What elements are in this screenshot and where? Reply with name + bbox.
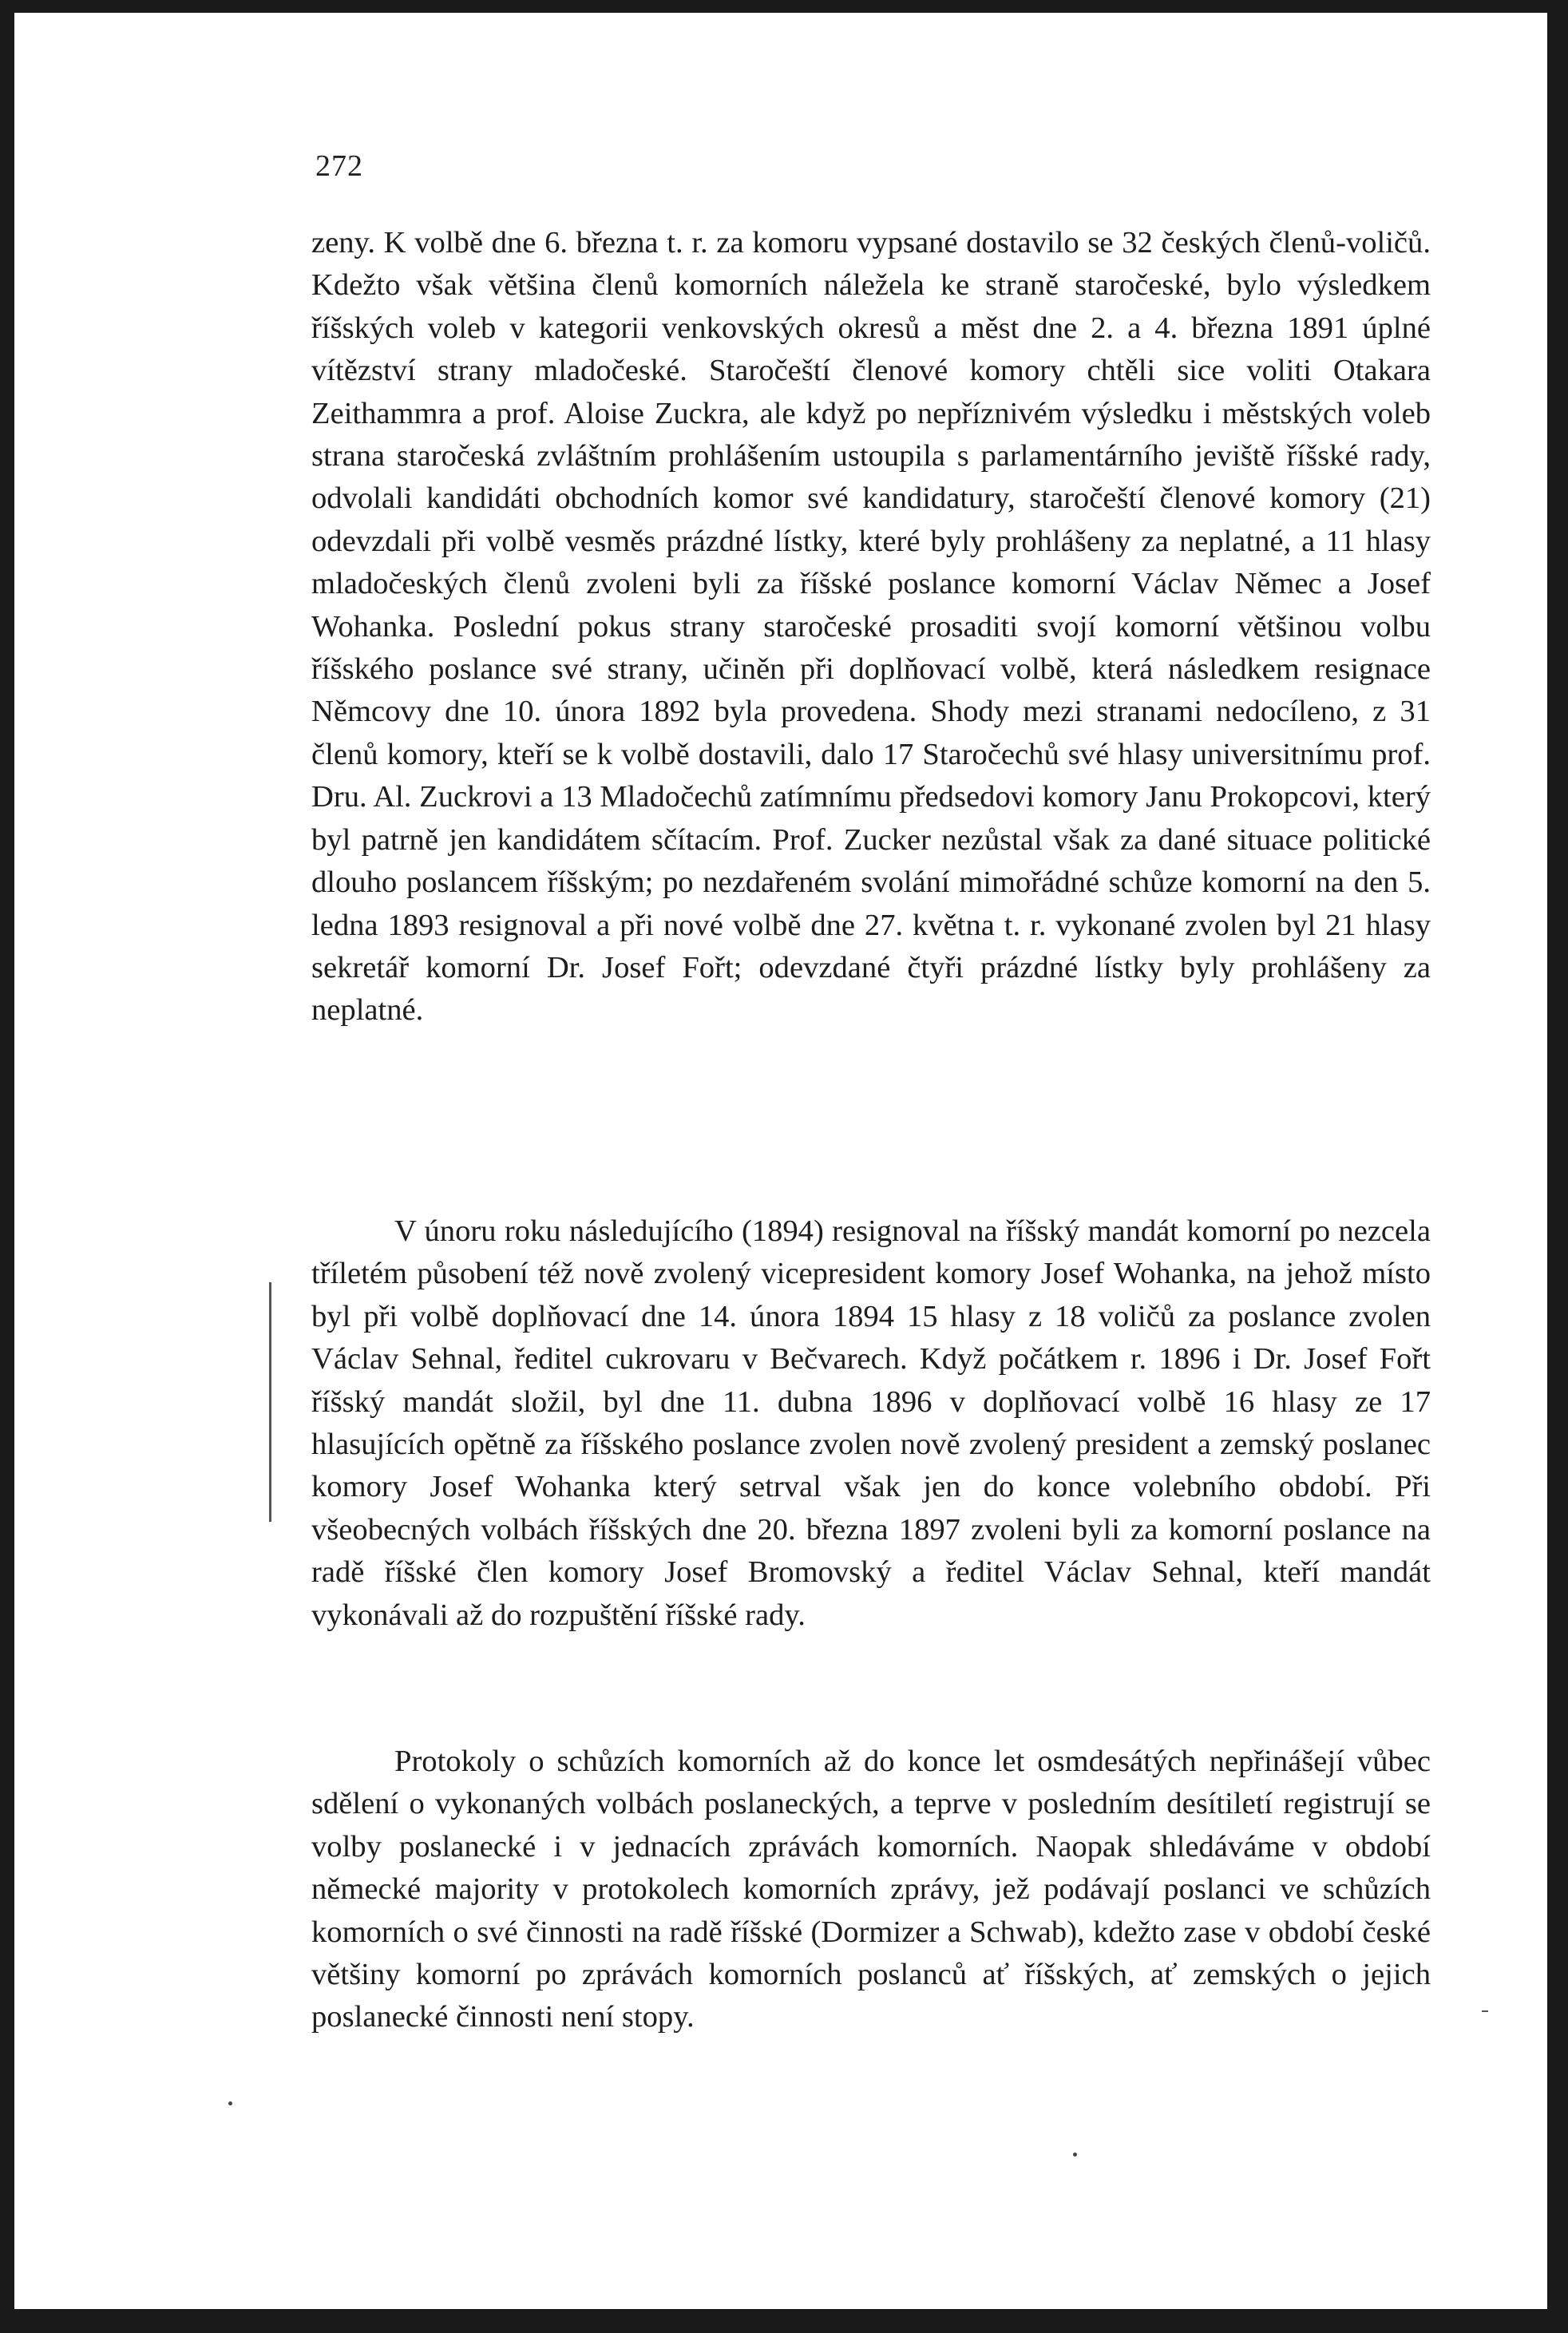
page-number: 272 [315,149,363,183]
paragraph-2: V únoru roku následujícího (1894) resignoval na říšský mandát komorní po nezcela tříletém působení též nově zvolený vicepresident komory Josef Wohanka, na jehož místo byl při volbě doplňovací dne 14. února 1894 15 hlasy z 18 voličů za poslance zvolen Václav Sehnal, ředitel cukrovaru v Bečvarech. Když počátkem r. 1896 i Dr. Josef Fořt říšský mandát složil, byl dne 11. dubna 1896 v doplňovací volbě 16 hlasy ze 17 hlasujících opětně za říšského poslance zvolen nově zvolený president a zemský poslanec komory Josef Wohanka který setrval však jen do konce volebního období. Při všeobecných volbách říšských dne 20. března 1897 zvoleni byli za komorní poslance na radě říšské člen komory Josef Bromovský a ředitel Václav Sehnal, kteří mandát vykonávali až do rozpuštění říšské rady. [311,1214,1431,1632]
paragraph-3: Protokoly o schůzích komorních až do konce let osmdesátých nepřinášejí vůbec sdělení o vykonaných volbách poslaneckých, a teprve v posledním desítiletí registrují se volby poslanecké i v jednacích zprávách komorních. Naopak shledáváme v období německé majority v protokolech komorních zprávy, jež podávají poslanci ve schůzích komorních o své činnosti na radě říšské (Dormizer a Schwab), kdežto zase v období české většiny komorní po zprávách komorních poslanců ať říšských, ať zemských o jejich poslanecké činnosti není stopy. [311,1745,1431,2034]
scan-speck [228,2101,232,2105]
paragraph-1: zeny. K volbě dne 6. března t. r. za komoru vypsané dostavilo se 32 českých členů-voličů. Kdežto však většina členů komorních náležela ke straně staročeské, bylo výsledkem říšských voleb v kategorii venkovských okresů a měst dne 2. a 4. března 1891 úplné vítězství strany mladočeské. Staročeští členové komory chtěli sice voliti Otakara Zeithammra a prof. Aloise Zuckra, ale když po nepříznivém výsledku i městských voleb strana staročeská zvláštním prohlášením ustoupila s parlamentárního jeviště říšské rady, odvolali kandidáti obchodních komor své kandidatury, staročeští členové komory (21) odevzdali při volbě vesměs prázdné lístky, které byly prohlášeny za neplatné, a 11 hlasy mladočeských členů zvoleni byli za říšské poslance komorní Václav Němec a Josef Wohanka. Poslední pokus strany staročeské prosaditi svojí komorní většinou volbu říšského poslance své strany, učiněn při doplňovací volbě, která následkem resignace Němcovy dne 10. února 1892 byla provedena. Shody mezi stranami nedocíleno, z 31 členů komory, kteří se k volbě dostavili, dalo 17 Staročechů své hlasy universitnímu prof. Dru. Al. Zuckrovi a 13 Mladočechů zatímnímu předsedovi komory Janu Prokopcovi, který byl patrně jen kandidátem sčítacím. Prof. Zucker nezůstal však za dané situace politické dlouho poslancem říšským; po nezdařeném svolání mimořádné schůze komorní na den 5. ledna 1893 resignoval a při nové volbě dne 27. května t. r. vykonané zvolen byl 21 hlasy sekretář komorní Dr. Josef Fořt; odevzdané čtyři prázdné lístky byly prohlášeny za neplatné. [311,226,1431,1028]
document-page [14,13,1547,2309]
scan-speck [1073,2153,1077,2157]
scan-speck [1482,2010,1488,2012]
margin-pencil-mark [269,1282,271,1522]
